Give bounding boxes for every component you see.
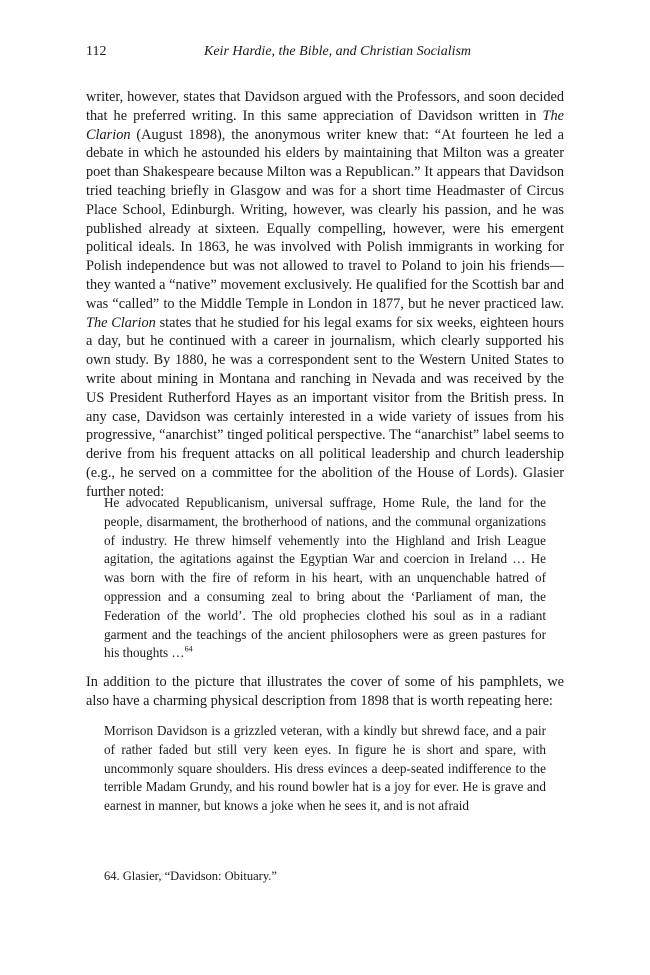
paragraph-1-text-b: (August 1898), the anonymous writer knew that: “At fourteen he led a debate in which he astounded his elders by maintaining that Milton was a greater poet than Shakespeare because Milton was a Republican.” It appears that Davidson tried teaching briefly in Glasgow and was for a short time Headmaster of Circus Place School, Edinburgh. Writing, however, was clearly his passion, and he was published already at sixteen. Equally compelling, however, were his emergent political ideals. In 1863, he was involved with Polish immigrants in working for Polish independence but was not allowed to travel to Poland to join his friends—they wanted a “native” movement exclusively. He qualified for the Scottish bar and was “called” to the Middle Temple in London in 1877, but he never practiced law. xyxy=(86,126,564,312)
page-number: 112 xyxy=(86,44,107,59)
footnote: 64. Glasier, “Davidson: Obituary.” xyxy=(104,869,277,883)
block-quote-1 xyxy=(104,494,546,663)
paragraph-1-text-a: writer, however, states that Davidson argued with the Professors, and soon decided that he preferred writing. In this same appreciation of Davidson written in xyxy=(86,89,564,124)
body-paragraph-1 xyxy=(86,88,564,502)
body-paragraph-2: In addition to the picture that illustrates the cover of some of his pamphlets, we also have a charming physical description from 1898 that is worth repeating here: xyxy=(86,674,564,709)
clarion-title-1: The Clarion xyxy=(86,107,564,143)
page-header xyxy=(86,44,564,64)
running-head: Keir Hardie, the Bible, and Christian Socialism xyxy=(204,44,472,59)
block-quote-2: Morrison Davidson is a grizzled veteran, with a kindly but shrewd face, and a pair of rather faded but still very keen eyes. In figure he is short and spare, with uncommonly square shoulders. His dress evinces a deep-seated indifference to the terrible Madam Grundy, and his round bowler hat is a joy for ever. He is grave and earnest in manner, but knows a joke when he sees it, and is not afraid xyxy=(104,723,546,814)
footnote-reference: 64 xyxy=(184,644,193,654)
paragraph-1-text-c: states that he studied for his legal exams for six weeks, eighteen hours a day, but he continued with a career in journalism, which clearly supported his own study. By 1880, he was a correspondent sent to the Western United States to write about mining in Montana and ranching in Nevada and was received by the US President Rutherford Hayes as an important visitor from the British press. In any case, Davidson was certainly interested in a wide variety of issues from his progressive, “anarchist” tinged political perspective. The “anarchist” label seems to derive from his frequent attacks on all political leadership and church leadership (e.g., he served on a committee for the abolition of the House of Lords). Glasier further noted: xyxy=(86,314,564,500)
clarion-title-2: The Clarion xyxy=(86,314,156,331)
block-quote-1-text: He advocated Republicanism, universal suffrage, Home Rule, the land for the people, disarmament, the brotherhood of nations, and the communal organizations of industry. He threw himself vehemently into the Highland and Irish League agitation, the agitations against the Egyptian War and coercion in Ireland … He was born with the fire of reform in his heart, with an unquenchable hatred of oppression and a consuming zeal to bring about the ‘Parliament of man, the Federation of the world’. The old prophecies clothed his soul as in a radiant garment and the teachings of the ancient philosophers were as green pastures for his thoughts … xyxy=(104,495,546,661)
